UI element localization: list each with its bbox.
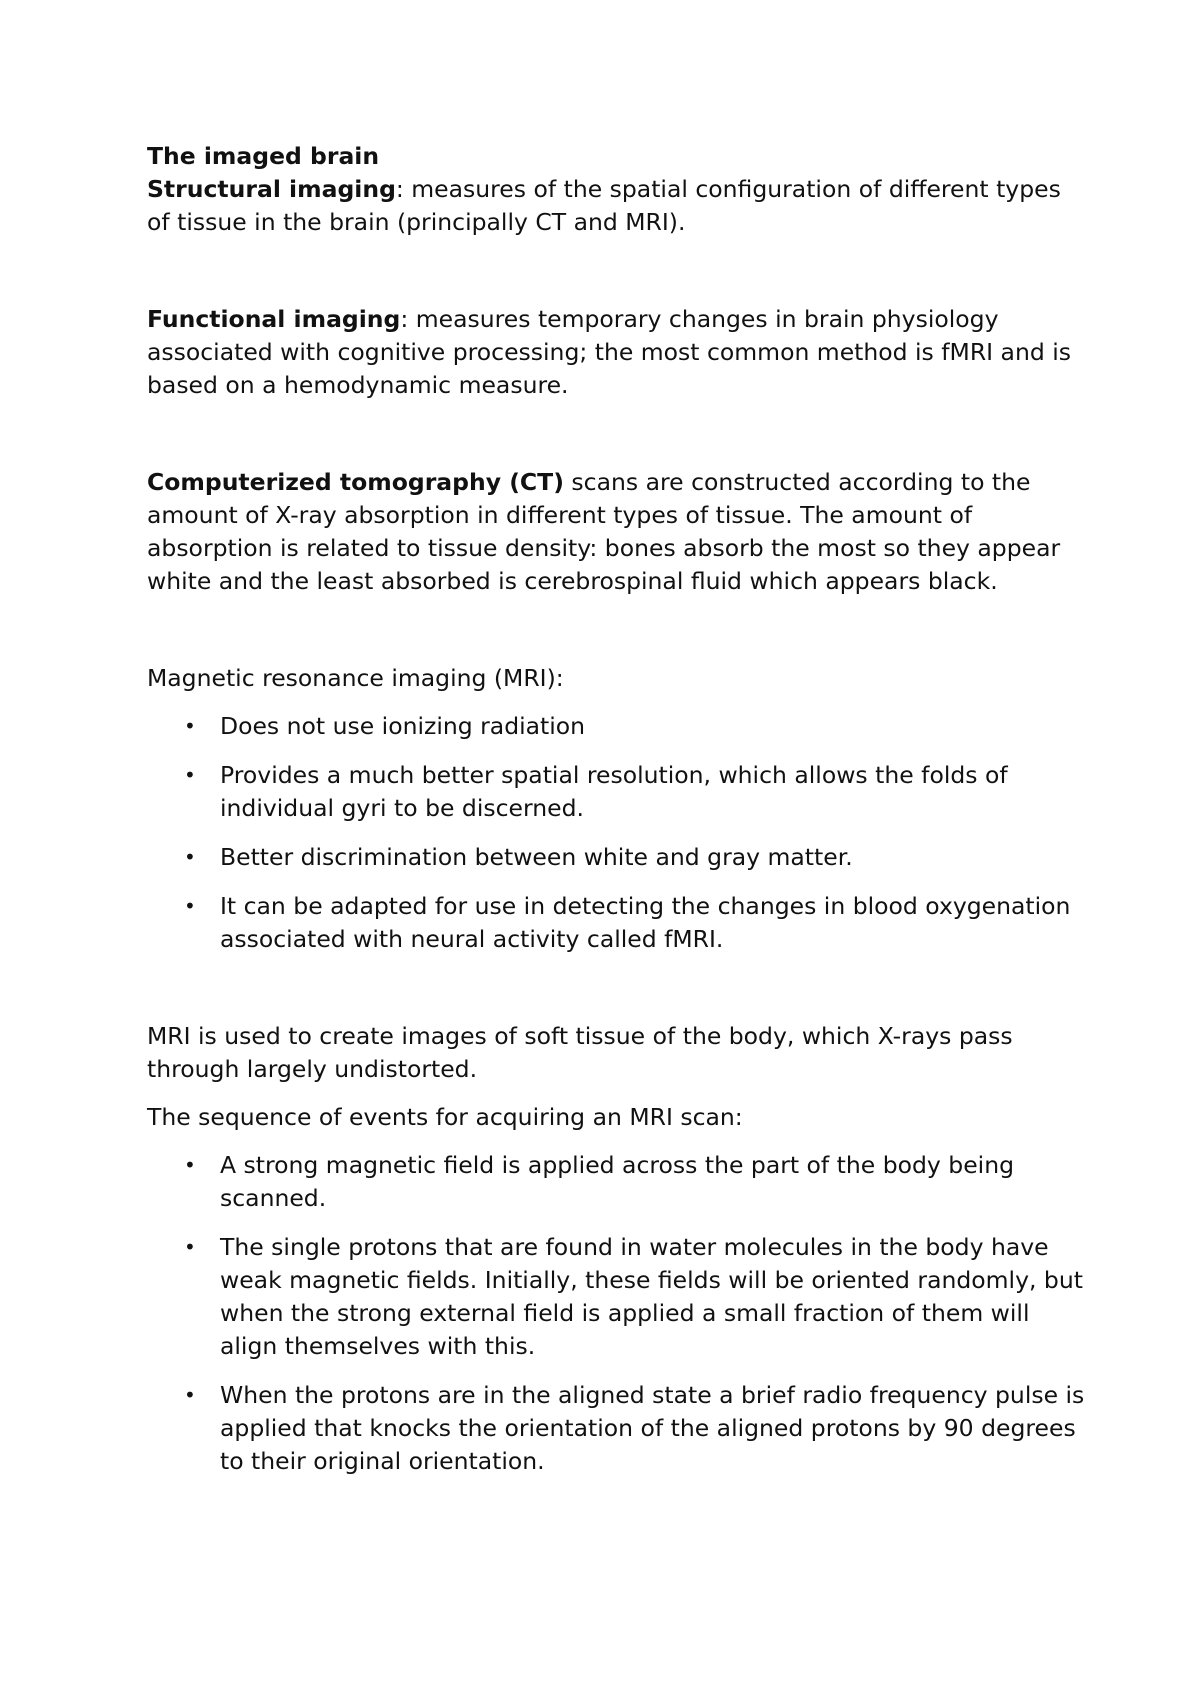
bullet-icon: •	[184, 714, 196, 738]
ct-text: scans are constructed according to the amount of X-ray absorption in different types of tissue. The amount of absorption is related to tissue density: bones absorb the most so they appear white and the least absorbed is cerebrospinal fluid which appears black.	[147, 468, 1061, 595]
ct-paragraph	[147, 466, 1087, 598]
list-item-text: When the protons are in the aligned state a brief radio frequency pulse is applied that knocks the orientation of the aligned protons by 90 degrees to their original orientation.	[220, 1381, 1085, 1475]
ct-term: Computerized tomography (CT)	[147, 468, 564, 496]
list-item-text: A strong magnetic field is applied across the part of the body being scanned.	[220, 1151, 1015, 1212]
list-item-text: The single protons that are found in water molecules in the body have weak magnetic fields. Initially, these fields will be oriented randomly, but when the strong external field is applied a small fraction of them will align themselves with this.	[220, 1233, 1083, 1360]
bullet-icon: •	[184, 845, 196, 869]
list-item	[147, 1149, 1087, 1215]
list-item-text: Better discrimination between white and gray matter.	[220, 843, 853, 871]
structural-imaging-term: Structural imaging	[147, 175, 396, 203]
mri-heading: Magnetic resonance imaging (MRI):	[147, 664, 564, 692]
document-title: The imaged brain	[147, 142, 380, 170]
structural-imaging-text: : measures of the spatial configuration of different types of tissue in the brain (principally CT and MRI).	[147, 175, 1061, 236]
bullet-icon: •	[184, 1153, 196, 1177]
functional-imaging-text: : measures temporary changes in brain physiology associated with cognitive processing; the most common method is fMRI and is based on a hemodynamic measure.	[147, 305, 1072, 399]
list-item	[147, 710, 1087, 743]
document-page	[147, 140, 1087, 1478]
list-item	[147, 759, 1087, 825]
bullet-icon: •	[184, 1383, 196, 1407]
list-item-text: Does not use ionizing radiation	[220, 712, 586, 740]
bullet-icon: •	[184, 1235, 196, 1259]
bullet-icon: •	[184, 894, 196, 918]
sequence-bullet-list	[147, 1149, 1087, 1478]
mri-bullet-list	[147, 710, 1087, 956]
list-item-text: It can be adapted for use in detecting the changes in blood oxygenation associated with neural activity called fMRI.	[220, 892, 1071, 953]
list-item	[147, 1231, 1087, 1363]
structural-imaging-paragraph	[147, 173, 1087, 239]
functional-imaging-term: Functional imaging	[147, 305, 401, 333]
list-item	[147, 841, 1087, 874]
list-item	[147, 890, 1087, 956]
list-item-text: Provides a much better spatial resolution, which allows the folds of individual gyri to be discerned.	[220, 761, 1008, 822]
list-item	[147, 1379, 1087, 1478]
sequence-heading: The sequence of events for acquiring an MRI scan:	[147, 1103, 743, 1131]
mri-use-paragraph: MRI is used to create images of soft tissue of the body, which X-rays pass through largely undistorted.	[147, 1022, 1013, 1083]
functional-imaging-paragraph	[147, 303, 1087, 402]
bullet-icon: •	[184, 763, 196, 787]
